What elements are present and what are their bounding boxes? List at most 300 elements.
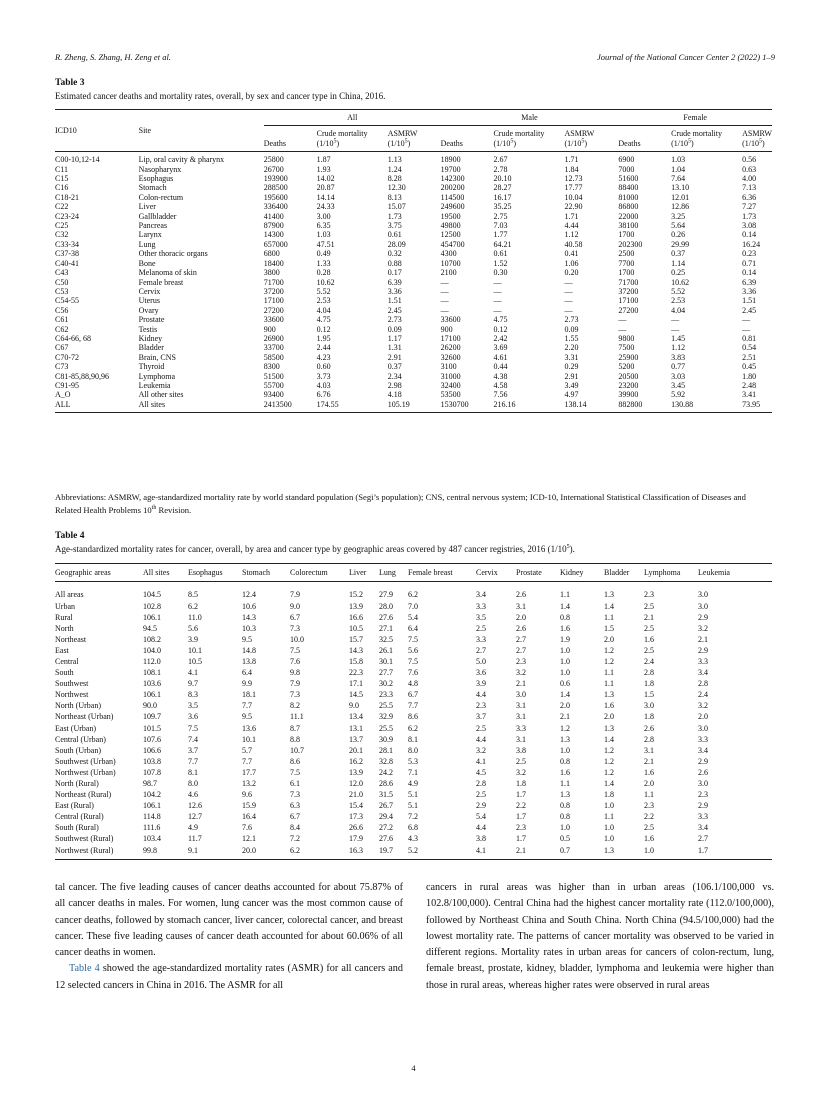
table4-cell-area: All areas <box>55 590 84 600</box>
table3-cell-value: 37200 <box>263 286 284 296</box>
table4-cell-value: 6.3 <box>290 801 300 811</box>
table4-cell-value: 7.6 <box>408 668 418 678</box>
table3-cell-value: 2.34 <box>387 371 402 381</box>
table3-cell-value: — <box>440 296 449 306</box>
table4-cell-value: 26.1 <box>379 645 393 655</box>
table4-cell-value: 1.0 <box>560 656 570 666</box>
table4-cell-value: 99.8 <box>143 845 157 855</box>
table3-cell-site: Bladder <box>138 343 164 353</box>
table4-cell-area: East (Rural) <box>55 801 94 811</box>
table4-cell-value: 2.8 <box>644 734 654 744</box>
table3-cell-value: 49800 <box>440 221 461 231</box>
table4-cell-value: 27.6 <box>379 612 393 622</box>
table4-row <box>55 678 772 689</box>
table4-cell-value: 14.8 <box>242 645 256 655</box>
table4-cell-value: 4.3 <box>408 834 418 844</box>
table4-cell-value: 8.6 <box>290 756 300 766</box>
table3-cell-value: 1.12 <box>564 230 579 240</box>
table4-cell-value: 2.2 <box>644 812 654 822</box>
table4-cell-value: 1.3 <box>604 590 614 600</box>
table4-cell-value: 3.3 <box>698 734 708 744</box>
table4-header: Liver <box>349 568 367 577</box>
table4-cell-value: 3.3 <box>516 723 526 733</box>
table4-cell-value: 27.1 <box>379 623 393 633</box>
table3-cell-site: Brain, CNS <box>138 352 176 362</box>
table4-cell-value: 32.8 <box>379 756 393 766</box>
table3-cell-value: 7.64 <box>671 174 686 184</box>
table4-cell-value: 5.2 <box>408 845 418 855</box>
table3-cell-value: 33600 <box>440 315 461 325</box>
table4-cell-value: 2.6 <box>698 767 708 777</box>
table3-group-female: Female <box>618 110 772 126</box>
table3-cell-value: — <box>493 296 502 306</box>
table3-row <box>55 287 772 296</box>
table3-cell-site: Thyroid <box>138 362 165 372</box>
table3-cell-value: 200200 <box>440 183 465 193</box>
table4-cell-value: 14.3 <box>242 612 256 622</box>
table3-cell-site: Liver <box>138 202 156 212</box>
table3-caption: Estimated cancer deaths and mortality rates, overall, by sex and cancer type in China, 2016. <box>55 91 386 101</box>
table4-cell-value: 10.6 <box>242 601 256 611</box>
table4-cell-value: 10.0 <box>290 634 304 644</box>
table4-cell-value: 7.5 <box>408 656 418 666</box>
table4-cell-value: 4.6 <box>188 790 198 800</box>
table3-cell-value: 2.45 <box>387 305 402 315</box>
table4-row <box>55 822 772 833</box>
table3-header-asmrw: ASMRW <box>742 129 772 139</box>
table4-cell-value: 1.2 <box>604 656 614 666</box>
table3-cell-value: 25800 <box>263 155 284 165</box>
table4-cell-value: 5.7 <box>242 745 252 755</box>
table3-header-crude-unit: $(1/10^5)$ <box>316 138 340 148</box>
table3-label: Table 3 <box>55 78 85 88</box>
table4-row <box>55 745 772 756</box>
table3-cell-value: 81000 <box>618 192 639 202</box>
table3-cell-site: Uterus <box>138 296 160 306</box>
table4-cell-value: 1.3 <box>604 845 614 855</box>
table3-cell-value: 0.09 <box>387 324 402 334</box>
table3-cell-icd: C16 <box>55 183 69 193</box>
table4-cell-value: 107.6 <box>143 734 161 744</box>
table3-cell-value: 7.56 <box>493 390 508 400</box>
table3-cell-value: 1.80 <box>742 371 757 381</box>
table3-row <box>55 240 772 249</box>
table4-cell-value: 29.4 <box>379 812 393 822</box>
table3-cell-value: 3.75 <box>387 221 402 231</box>
table4-cell-value: 1.2 <box>560 723 570 733</box>
table3-cell-site: All sites <box>138 399 166 409</box>
table4-cell-value: 2.6 <box>644 723 654 733</box>
table3-header-crude-unit: $(1/10^5)$ <box>671 138 694 148</box>
table3-cell-value: 5200 <box>618 362 635 372</box>
table4-cell-value: 7.9 <box>290 679 300 689</box>
table3-cell-value: 1.03 <box>316 230 331 240</box>
table3-cell-icd: ALL <box>55 399 71 409</box>
table3-cell-value: 0.61 <box>493 249 508 259</box>
table4-row <box>55 767 772 778</box>
table3-cell-value: 26200 <box>440 343 461 353</box>
table3-row <box>55 230 772 239</box>
table4-cell-value: 2.6 <box>516 590 526 600</box>
table4-cell-value: 27.7 <box>379 668 393 678</box>
table3-cell-value: 0.17 <box>387 268 402 278</box>
table4-cell-value: 28.0 <box>379 601 393 611</box>
table4-cell-value: 3.1 <box>516 701 526 711</box>
table4-cell-value: 98.7 <box>143 779 157 788</box>
table4-cell-value: 2.1 <box>516 679 526 689</box>
table4-cell-value: 10.5 <box>188 656 202 666</box>
table4-cell-value: 7.9 <box>290 590 300 600</box>
body-text-left: tal cancer. The five leading causes of cancer deaths accounted for about 75.87% of all cancer deaths in males. For women, lung cancer was the most common cause of cancer deaths, followed by stomach cancer, liver cancer, colorectal cancer, and breast cancer. These five leading causes of cancer death accounted for about 60.06% of all cancer deaths in women. Table 4 showed the age-standardized mortality rates (ASMR) for all cancers and 12 selected cancers in China in 2016. The ASMR for all <box>55 882 403 991</box>
table4-caption: Age-standardized mortality rates for cancer, overall, by area and cancer type by geographic areas covered by 487 cancer registries, 2016 $(1/10^5)$. <box>55 544 575 554</box>
table4-row <box>55 789 772 800</box>
table4-row <box>55 689 772 700</box>
table3-header-icd10: ICD10 <box>55 126 77 135</box>
table3-cell-value: 22000 <box>618 211 639 221</box>
table4-cell-value: 3.9 <box>476 679 486 689</box>
table4-link[interactable]: Table 4 <box>69 963 100 975</box>
table4-cell-value: 7.5 <box>188 723 198 733</box>
table4-cell-value: 17.9 <box>349 834 363 844</box>
table3-cell-site: Female breast <box>138 277 184 287</box>
table4-cell-value: 4.8 <box>408 679 418 689</box>
table4-cell-value: 6.4 <box>242 668 252 678</box>
table4-cell-value: 7.7 <box>408 701 418 711</box>
table3-cell-value: 8.28 <box>387 174 402 184</box>
table3-cell-value: 17.77 <box>564 183 583 193</box>
table4-cell-value: 1.6 <box>560 623 570 633</box>
table3-cell-value: 7000 <box>618 164 635 174</box>
table3-cell-value: 5.52 <box>671 286 686 296</box>
table4-cell-value: 12.0 <box>349 779 363 788</box>
table4-cell-area: Northwest (Urban) <box>55 767 116 777</box>
table3-cell-value: 2.73 <box>564 315 579 325</box>
table4-cell-value: 3.3 <box>698 812 708 822</box>
table3-cell-value: 17100 <box>263 296 284 306</box>
table4-cell-value: 7.1 <box>408 767 418 777</box>
table4-cell-value: 1.8 <box>644 679 654 689</box>
table4-header: Lymphoma <box>644 568 681 577</box>
table4-cell-value: 106.6 <box>143 745 161 755</box>
table3-row <box>55 372 772 381</box>
table3-cell-value: 73.95 <box>742 399 761 409</box>
table4-cell-value: 3.3 <box>476 601 486 611</box>
table4-cell-value: 1.9 <box>560 634 570 644</box>
table4-cell-value: 5.6 <box>408 645 418 655</box>
table3-cell-site: Lip, oral cavity & pharynx <box>138 155 225 165</box>
table3-cell-icd: C25 <box>55 221 69 231</box>
table4-cell-value: 108.2 <box>143 634 161 644</box>
table4-cell-value: 1.0 <box>560 668 570 678</box>
table4-cell-value: 1.2 <box>604 645 614 655</box>
table4-cell-value: 16.6 <box>349 612 363 622</box>
table4-cell-value: 3.9 <box>188 634 198 644</box>
table3-cell-value: 3.69 <box>493 343 508 353</box>
table3-cell-value: — <box>440 277 449 287</box>
table4-header: Geographic areas <box>55 568 111 577</box>
table3-cell-value: 1.51 <box>742 296 757 306</box>
table3-cell-icd: C22 <box>55 202 69 212</box>
table3-cell-site: Other thoracic organs <box>138 249 208 259</box>
table3-cell-value: 41400 <box>263 211 284 221</box>
table4-cell-value: 108.1 <box>143 668 161 678</box>
table4-cell-value: 104.5 <box>143 590 161 600</box>
table3-row <box>55 381 772 390</box>
table3-row <box>55 249 772 258</box>
table4-cell-value: 5.0 <box>476 656 486 666</box>
table3-cell-value: 2.75 <box>493 211 508 221</box>
table4-cell-value: 106.1 <box>143 690 161 700</box>
table4-cell-value: 11.1 <box>290 712 304 722</box>
table4-row <box>55 623 772 634</box>
table4-cell-value: 106.1 <box>143 801 161 811</box>
table4-cell-value: 8.8 <box>290 734 300 744</box>
table4-cell-value: 2.4 <box>698 690 708 700</box>
table4-cell-value: 4.1 <box>188 668 198 678</box>
table4-cell-value: 3.8 <box>516 745 526 755</box>
table3-cell-value: 1.52 <box>493 258 508 268</box>
table4-cell-value: 8.3 <box>188 690 198 700</box>
table4-cell-value: 7.2 <box>290 834 300 844</box>
table4-cell-area: Southwest <box>55 679 89 689</box>
table3-cell-value: 4300 <box>440 249 457 259</box>
table4-cell-value: 0.8 <box>560 812 570 822</box>
table4-cell-value: 0.6 <box>560 679 570 689</box>
table4-cell-value: 6.2 <box>408 723 418 733</box>
table3-cell-value: 10.04 <box>564 192 583 202</box>
table3-cell-icd: C62 <box>55 324 69 334</box>
table3-cell-value: 3.31 <box>564 352 579 362</box>
table3-cell-value: 0.54 <box>742 343 757 353</box>
table4-cell-value: 1.8 <box>604 790 614 800</box>
table3-cell-value: 3.03 <box>671 371 686 381</box>
table3-cell-value: 1.13 <box>387 155 402 165</box>
table3-cell-site: Bone <box>138 258 156 268</box>
table4-cell-value: 3.2 <box>516 767 526 777</box>
table4-row <box>55 845 772 860</box>
table3-cell-value: 93400 <box>263 390 284 400</box>
table4-cell-value: 3.4 <box>476 590 486 600</box>
table4-cell-value: 12.7 <box>188 812 202 822</box>
table4-cell-value: 2.5 <box>476 790 486 800</box>
table4-header: Lung <box>379 568 396 577</box>
table4-cell-value: 25.5 <box>379 723 393 733</box>
table3-header-asmrw-unit: $(1/10^5)$ <box>387 138 411 148</box>
table4-cell-value: 16.3 <box>349 845 363 855</box>
table3-row <box>55 268 772 277</box>
table3-cell-value: 2.53 <box>671 296 686 306</box>
table4-header: Kidney <box>560 568 584 577</box>
table4-cell-value: 28.1 <box>379 745 393 755</box>
table3-cell-site: Colon-rectum <box>138 192 184 202</box>
table3-cell-icd: C23-24 <box>55 211 79 221</box>
table3-cell-value: 0.28 <box>316 268 331 278</box>
table3-row <box>55 296 772 305</box>
table4-cell-value: 26.6 <box>349 823 363 833</box>
table3-row <box>55 183 772 192</box>
table3-cell-value: 4.04 <box>671 305 686 315</box>
table3-cell-icd: C67 <box>55 343 69 353</box>
table3-cell-site: Leukemia <box>138 380 171 390</box>
table4-cell-value: 3.0 <box>698 601 708 611</box>
table3 <box>55 109 772 413</box>
table3-cell-value: 20500 <box>618 371 639 381</box>
table3-cell-value: 0.09 <box>564 324 579 334</box>
table3-cell-value: — <box>742 324 751 334</box>
table4-cell-value: 7.2 <box>408 812 418 822</box>
table3-cell-value: 0.49 <box>316 249 331 259</box>
table4-cell-value: 3.1 <box>516 712 526 722</box>
table3-cell-value: 130.88 <box>671 399 694 409</box>
table3-cell-value: — <box>493 286 502 296</box>
table3-header-crude-unit: $(1/10^5)$ <box>493 138 517 148</box>
table4-cell-value: 32.5 <box>379 634 393 644</box>
table4-row <box>55 723 772 734</box>
table3-cell-value: 3800 <box>263 268 280 278</box>
table3-cell-value: 142300 <box>440 174 465 184</box>
table4-cell-value: 10.3 <box>242 623 256 633</box>
table3-cell-value: 195600 <box>263 192 288 202</box>
table4-cell-value: 6.2 <box>290 845 300 855</box>
table4-cell-value: 2.5 <box>644 645 654 655</box>
table3-cell-value: 4.58 <box>493 380 508 390</box>
table3-cell-value: 58500 <box>263 352 284 362</box>
table3-cell-icd: C37-38 <box>55 249 79 259</box>
table4-cell-area: Central (Urban) <box>55 734 106 744</box>
table4-header: Leukemia <box>698 568 730 577</box>
table3-cell-value: 5.92 <box>671 390 686 400</box>
table4-cell-value: 1.2 <box>604 756 614 766</box>
table4-header: All sites <box>143 568 170 577</box>
table3-cell-value: 10700 <box>440 258 461 268</box>
table4-row <box>55 634 772 645</box>
table3-cell-value: 0.20 <box>564 268 579 278</box>
table4-cell-value: 2.0 <box>604 634 614 644</box>
table4-cell-value: 2.5 <box>644 623 654 633</box>
table4-cell-value: 3.4 <box>698 745 708 755</box>
table4-cell-value: 5.4 <box>476 812 486 822</box>
table3-cell-value: 40.58 <box>564 239 583 249</box>
table3-cell-value: 3.41 <box>742 390 757 400</box>
table4-cell-value: 21.0 <box>349 790 363 800</box>
table4-header: Stomach <box>242 568 270 577</box>
table4-cell-value: 27.2 <box>379 823 393 833</box>
table3-cell-icd: C40-41 <box>55 258 79 268</box>
table3-cell-value: 0.14 <box>742 268 757 278</box>
table4-cell-value: 2.1 <box>516 845 526 855</box>
table3-cell-value: 1.17 <box>387 333 402 343</box>
table4-cell-value: 9.8 <box>290 668 300 678</box>
table4-cell-value: 6.4 <box>408 623 418 633</box>
table3-cell-value: 2.78 <box>493 164 508 174</box>
table4-cell-value: 2.5 <box>476 723 486 733</box>
table3-cell-value: 4.38 <box>493 371 508 381</box>
table3-cell-value: 0.12 <box>493 324 508 334</box>
table3-cell-value: 24.33 <box>316 202 335 212</box>
table4-cell-value: 1.6 <box>604 701 614 711</box>
table3-cell-value: 4.00 <box>742 174 757 184</box>
table3-cell-icd: C32 <box>55 230 69 240</box>
table4-cell-value: 107.8 <box>143 767 161 777</box>
table3-row <box>55 306 772 315</box>
table4-cell-value: 3.0 <box>698 723 708 733</box>
table4-cell-value: 8.6 <box>408 712 418 722</box>
table4-row <box>55 612 772 623</box>
table4-cell-value: 4.1 <box>476 845 486 855</box>
table3-cell-value: 4.18 <box>387 390 402 400</box>
table3-header-deaths: Deaths <box>440 138 463 148</box>
table4-row <box>55 645 772 656</box>
table4-cell-value: 22.3 <box>349 668 363 678</box>
table3-cell-value: 12.01 <box>671 192 690 202</box>
table4-cell-value: 8.1 <box>408 734 418 744</box>
table3-cell-value: 0.60 <box>316 362 331 372</box>
table3-cell-value: 0.23 <box>742 249 757 259</box>
table3-cell-value: 22.90 <box>564 202 583 212</box>
table4-row <box>55 667 772 678</box>
table4-cell-value: 5.3 <box>408 756 418 766</box>
table4-cell-value: 7.7 <box>242 701 252 711</box>
table3-cell-value: 8300 <box>263 362 280 372</box>
table4-cell-value: 1.4 <box>604 601 614 611</box>
table3-cell-icd: C91-95 <box>55 380 79 390</box>
table3-cell-value: 26700 <box>263 164 284 174</box>
table3-cell-value: 14300 <box>263 230 284 240</box>
table3-cell-value: 2500 <box>618 249 635 259</box>
table3-row <box>55 221 772 230</box>
table3-cell-value: 0.12 <box>316 324 331 334</box>
table3-cell-icd: C43 <box>55 268 69 278</box>
table4-cell-value: 2.0 <box>560 701 570 711</box>
table3-cell-value: 64.21 <box>493 239 512 249</box>
table3-cell-icd: C33-34 <box>55 239 79 249</box>
table4-cell-value: 5.4 <box>408 612 418 622</box>
table3-cell-value: 7.03 <box>493 221 508 231</box>
table4-cell-value: 1.1 <box>604 679 614 689</box>
table3-header-asmrw: ASMRW <box>564 129 595 139</box>
table4-cell-value: 3.0 <box>698 779 708 788</box>
table4-cell-value: 2.1 <box>644 756 654 766</box>
table4-header: Female breast <box>408 568 453 577</box>
table4-cell-value: 6.7 <box>408 690 418 700</box>
table3-cell-value: 19700 <box>440 164 461 174</box>
table4-cell-value: 9.5 <box>242 712 252 722</box>
table3-cell-value: 12.86 <box>671 202 690 212</box>
table4-cell-value: 30.9 <box>379 734 393 744</box>
table4 <box>55 563 772 860</box>
table3-cell-value: 1.73 <box>742 211 757 221</box>
table4-cell-value: 104.2 <box>143 790 161 800</box>
table4-cell-value: 9.9 <box>242 679 252 689</box>
table3-cell-site: Prostate <box>138 315 165 325</box>
table4-cell-value: 30.2 <box>379 679 393 689</box>
table3-cell-site: Esophagus <box>138 174 174 184</box>
table3-cell-value: 32400 <box>440 380 461 390</box>
table4-cell-value: 3.3 <box>698 656 708 666</box>
table3-cell-value: 13.10 <box>671 183 690 193</box>
table3-cell-value: 138.14 <box>564 399 587 409</box>
table3-cell-value: 657000 <box>263 239 288 249</box>
table3-cell-value: 0.32 <box>387 249 402 259</box>
table3-cell-value: 6800 <box>263 249 280 259</box>
table3-row <box>55 174 772 183</box>
table3-cell-value: 1530700 <box>440 399 469 409</box>
table3-cell-icd: C18-21 <box>55 192 79 202</box>
table3-cell-value: 249600 <box>440 202 465 212</box>
table4-cell-value: 1.0 <box>604 834 614 844</box>
table3-cell-value: 20.10 <box>493 174 512 184</box>
table3-cell-value: — <box>440 305 449 315</box>
